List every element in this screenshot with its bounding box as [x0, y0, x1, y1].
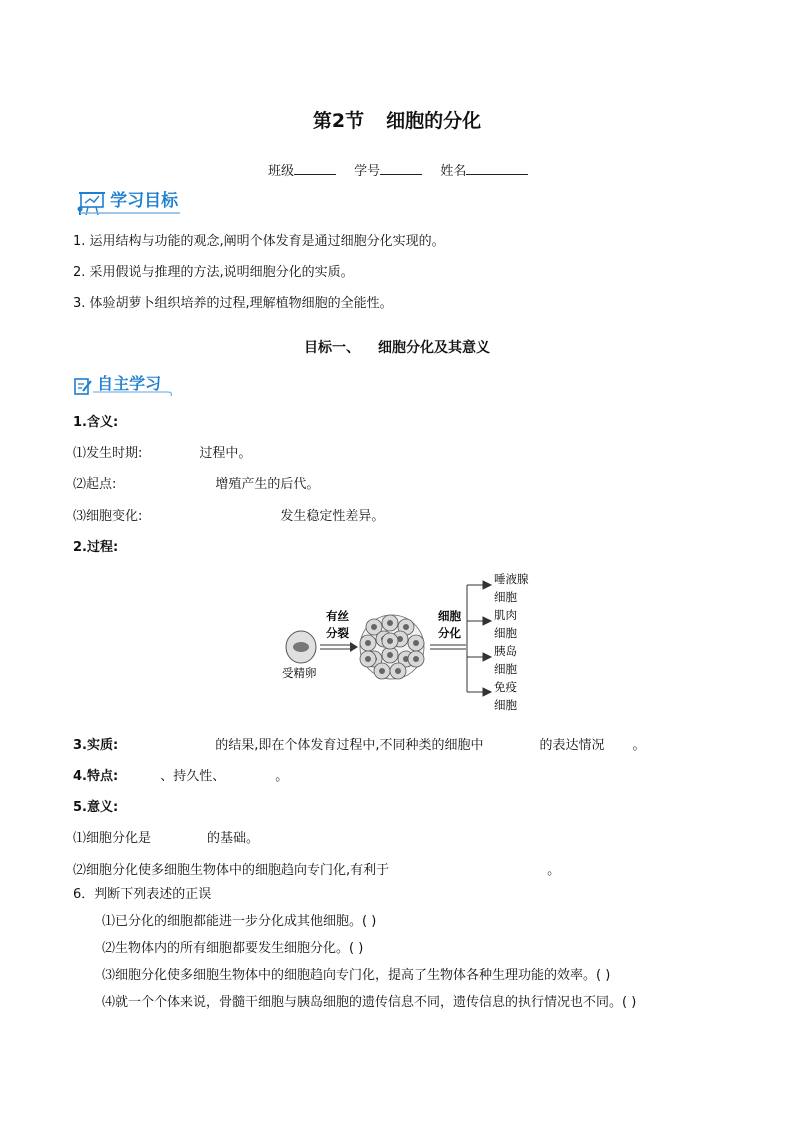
- outcome-label: 免疫: [494, 680, 517, 694]
- q5-l2-a: ⑵细胞分化使多细胞生物体中的细胞趋向专门化,有利于: [73, 863, 390, 878]
- q1-l1-b: 过程中。: [199, 446, 252, 461]
- cell-nucleus: [395, 668, 401, 674]
- outcome-label: 肌肉: [494, 608, 517, 622]
- name-blank[interactable]: [466, 162, 528, 175]
- q3-a: 的结果,即在个体发育过程中,不同种类的细胞中: [215, 738, 484, 753]
- q1-line-2: [73, 473, 319, 492]
- judgement-item: ⑶细胞分化使多细胞生物体中的细胞趋向专门化，提高了生物体各种生理功能的效率。( ): [102, 968, 611, 983]
- cell-nucleus: [379, 668, 385, 674]
- differentiation-diagram: [270, 565, 545, 715]
- q1-l3-b: 发生稳定性差异。: [280, 509, 385, 524]
- cell-nucleus: [387, 620, 393, 626]
- q5-line-2: [73, 859, 560, 878]
- q4-b: 。: [275, 769, 289, 784]
- q1-line-1: [73, 442, 251, 461]
- q5-label: 5.意义:: [73, 800, 119, 815]
- q1-label: 1.含义:: [73, 415, 119, 430]
- objectives-header: [76, 186, 178, 216]
- outcome-label: 胰岛: [494, 644, 517, 658]
- title-number: 第2节: [312, 110, 365, 132]
- cell-nucleus: [413, 640, 419, 646]
- egg-label: 受精卵: [282, 666, 317, 680]
- edit-note-icon: [73, 376, 93, 396]
- outcome-label: 细胞: [494, 590, 517, 604]
- judgement-item: ⑷就一个个体来说，骨髓干细胞与胰岛细胞的遗传信息不同，遗传信息的执行情况也不同。( ): [102, 995, 637, 1010]
- target-text: 细胞分化及其意义: [378, 340, 490, 356]
- heading-underline: [80, 211, 180, 215]
- id-blank[interactable]: [380, 162, 422, 175]
- cell-nucleus: [365, 656, 371, 662]
- arrow2-line1: 细胞: [438, 609, 461, 623]
- objective-item: 2. 采用假说与推理的方法,说明细胞分化的实质。: [73, 265, 354, 280]
- objective-item: 3. 体验胡萝卜组织培养的过程,理解植物细胞的全能性。: [73, 296, 393, 311]
- q6-label: 6．判断下列表述的正误: [73, 887, 212, 902]
- id-label: 学号: [354, 164, 381, 179]
- target-label: 目标一、: [304, 340, 360, 356]
- q1-l2-b: 增殖产生的后代。: [215, 477, 320, 492]
- q5-l1-a: ⑴细胞分化是: [73, 831, 152, 846]
- cell-nucleus: [413, 656, 419, 662]
- page-title: [0, 106, 794, 133]
- q4-label: 4.特点:: [73, 769, 119, 784]
- judgement-item: ⑴已分化的细胞都能进一步分化成其他细胞。( ): [102, 914, 377, 929]
- q2-label: 2.过程:: [73, 540, 119, 555]
- arrow2-line2: 分化: [438, 626, 461, 640]
- q3-c: 。: [632, 738, 646, 753]
- objectives-heading: 学习目标: [110, 191, 179, 211]
- judgement-item: ⑵生物体内的所有细胞都要发生细胞分化。( ): [102, 941, 364, 956]
- self-study-heading: 自主学习: [97, 374, 162, 393]
- cell-cluster: [360, 615, 424, 679]
- egg-nucleus: [293, 642, 309, 652]
- q3-label: 3.实质:: [73, 738, 119, 753]
- class-blank[interactable]: [294, 162, 336, 175]
- arrow-head: [350, 642, 358, 652]
- q4-line: [73, 765, 288, 784]
- title-text: 细胞的分化: [386, 110, 482, 132]
- objective-item: 1. 运用结构与功能的观念,阐明个体发育是通过细胞分化实现的。: [73, 234, 445, 249]
- cell-nucleus: [403, 624, 409, 630]
- q5-line-1: [73, 827, 259, 846]
- cell-nucleus: [371, 624, 377, 630]
- q1-l3-a: ⑶细胞变化:: [73, 509, 143, 524]
- outcome-label: 唾液腺: [494, 572, 529, 586]
- q5-l2-b: 。: [547, 863, 561, 878]
- q5-l1-b: 的基础。: [207, 831, 260, 846]
- outcome-label: 细胞: [494, 698, 517, 712]
- q4-a: 、持久性、: [160, 769, 226, 784]
- q1-l1-a: ⑴发生时期:: [73, 446, 143, 461]
- student-info: [268, 160, 542, 179]
- q3-line: [73, 734, 645, 753]
- q3-b: 的表达情况: [539, 738, 605, 753]
- q1-line-3: [73, 505, 384, 524]
- outcome-label: 细胞: [494, 626, 517, 640]
- cell-nucleus: [365, 640, 371, 646]
- q1-l2-a: ⑵起点:: [73, 477, 117, 492]
- outcome-label: 细胞: [494, 662, 517, 676]
- class-label: 班级: [268, 164, 295, 179]
- arrow1-line1: 有丝: [326, 609, 349, 623]
- cell-nucleus: [387, 652, 393, 658]
- cell-nucleus: [387, 638, 393, 644]
- self-study-header: [73, 371, 161, 396]
- target-heading: [0, 337, 794, 357]
- heading-underline: [93, 389, 193, 397]
- arrow1-line2: 分裂: [326, 626, 349, 640]
- name-label: 姓名: [440, 164, 467, 179]
